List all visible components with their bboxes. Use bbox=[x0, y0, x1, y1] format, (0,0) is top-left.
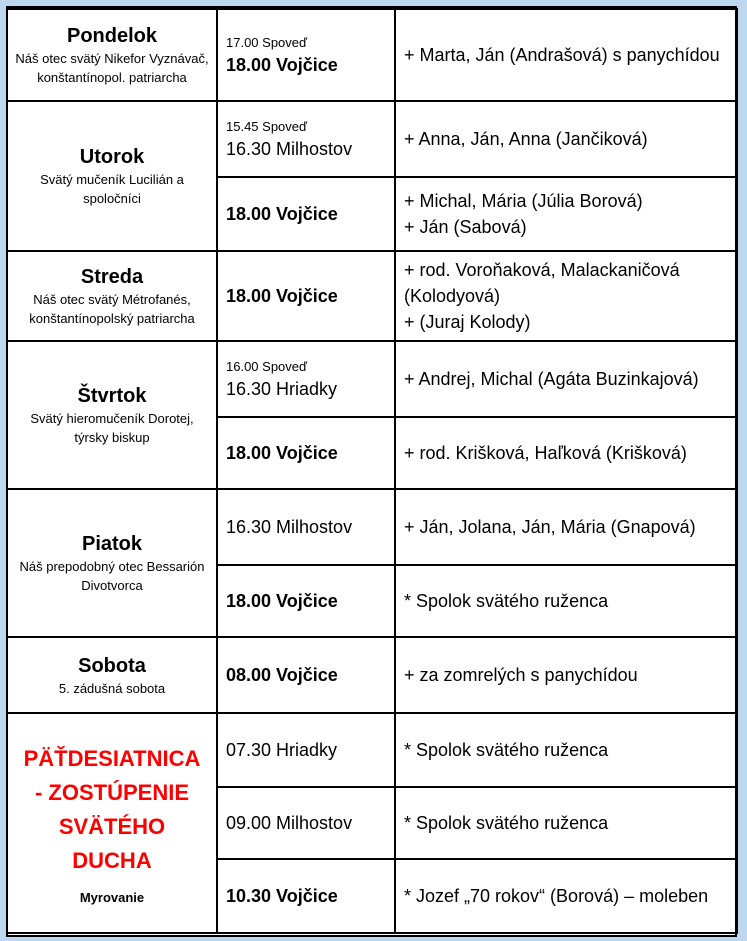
liturgy-time: 10.30 Vojčice bbox=[226, 886, 338, 906]
saint-of-day: Svätý mučeník Lucilián a spoločníci bbox=[40, 172, 184, 206]
intention-text: * Jozef „70 rokov“ (Borová) – moleben bbox=[404, 886, 709, 906]
table-row bbox=[7, 489, 737, 565]
table-row bbox=[7, 101, 737, 177]
time-cell bbox=[217, 341, 395, 417]
liturgy-time: 08.00 Vojčice bbox=[226, 665, 338, 685]
liturgy-time: 18.00 Vojčice bbox=[226, 591, 338, 611]
saint-of-day: Náš otec svätý Métrofanés, konštantínopolský patriarcha bbox=[29, 292, 195, 326]
intention-text: + Andrej, Michal (Agáta Buzinkajová) bbox=[404, 369, 699, 389]
intention-text: + Michal, Mária (Júlia Borová) bbox=[404, 191, 643, 211]
day-name: Piatok bbox=[81, 533, 143, 555]
liturgy-time: 07.30 Hriadky bbox=[226, 740, 338, 760]
intention-cell bbox=[395, 177, 737, 251]
day-cell-wednesday bbox=[7, 251, 217, 341]
intention-text: + Ján, Jolana, Ján, Mária (Gnapová) bbox=[404, 517, 696, 537]
table-row bbox=[7, 341, 737, 417]
saint-of-day: Svätý hieromučeník Dorotej, týrsky biskup bbox=[30, 411, 194, 445]
time-cell bbox=[217, 9, 395, 101]
day-cell-monday bbox=[7, 9, 217, 101]
table-row bbox=[7, 251, 737, 341]
intention-cell bbox=[395, 787, 737, 859]
time-cell bbox=[217, 787, 395, 859]
weekly-schedule-table bbox=[6, 8, 738, 934]
day-name: Sobota bbox=[78, 654, 146, 677]
intention-cell bbox=[395, 637, 737, 713]
day-name: Štvrtok bbox=[77, 385, 147, 407]
feast-title-line: - ZOSTÚPENIE bbox=[34, 779, 189, 805]
day-cell-thursday bbox=[7, 341, 217, 489]
intention-cell bbox=[395, 565, 737, 637]
liturgy-time: 16.30 Milhostov bbox=[226, 517, 353, 537]
saint-of-day: 5. zádušná sobota bbox=[58, 680, 166, 696]
liturgy-time: 16.30 Hriadky bbox=[226, 379, 338, 399]
intention-cell bbox=[395, 489, 737, 565]
day-cell-sunday bbox=[7, 713, 217, 933]
saint-of-day: Náš prepodobný otec Bessarión Divotvorca bbox=[19, 559, 205, 593]
confession-time: 17.00 Spoveď bbox=[226, 35, 307, 50]
confession-time: 16.00 Spoveď bbox=[226, 359, 307, 374]
intention-text: + rod. Voroňaková, Malackaničová bbox=[404, 260, 680, 280]
intention-cell bbox=[395, 9, 737, 101]
intention-text: + (Juraj Kolody) bbox=[404, 312, 531, 332]
time-cell bbox=[217, 177, 395, 251]
intention-cell bbox=[395, 859, 737, 933]
intention-cell bbox=[395, 251, 737, 341]
time-cell bbox=[217, 859, 395, 933]
table-row bbox=[7, 713, 737, 787]
liturgy-time: 18.00 Vojčice bbox=[226, 286, 338, 306]
intention-text: + Ján (Sabová) bbox=[404, 217, 527, 237]
intention-text: * Spolok svätého ruženca bbox=[404, 813, 609, 833]
time-cell bbox=[217, 637, 395, 713]
liturgy-time: 18.00 Vojčice bbox=[226, 204, 338, 224]
day-cell-tuesday bbox=[7, 101, 217, 251]
intention-cell bbox=[395, 101, 737, 177]
table-row bbox=[7, 9, 737, 101]
time-cell bbox=[217, 101, 395, 177]
intention-text: + za zomrelých s panychídou bbox=[404, 665, 638, 685]
intention-text: + Marta, Ján (Andrašová) s panychídou bbox=[404, 45, 720, 65]
intention-cell bbox=[395, 341, 737, 417]
saint-of-day: Náš otec svätý Nikefor Vyznávač, konštantínopol. patriarcha bbox=[15, 51, 209, 85]
intention-cell bbox=[395, 417, 737, 489]
day-name: Pondelok bbox=[66, 25, 157, 47]
time-cell bbox=[217, 251, 395, 341]
time-cell bbox=[217, 565, 395, 637]
day-cell-saturday bbox=[7, 637, 217, 713]
table-row bbox=[7, 637, 737, 713]
intention-text: + Anna, Ján, Anna (Jančiková) bbox=[404, 129, 648, 149]
liturgy-time: 18.00 Vojčice bbox=[226, 443, 338, 463]
time-cell bbox=[217, 489, 395, 565]
liturgy-time: 18.00 Vojčice bbox=[226, 55, 338, 75]
liturgy-time: 09.00 Milhostov bbox=[226, 813, 353, 833]
feast-title-line: PÄŤDESIATNICA bbox=[23, 745, 201, 771]
intention-cell bbox=[395, 713, 737, 787]
time-cell bbox=[217, 417, 395, 489]
liturgy-time: 16.30 Milhostov bbox=[226, 139, 353, 159]
feast-title-line: SVÄTÉHO bbox=[58, 813, 166, 839]
feast-title bbox=[12, 742, 212, 878]
time-cell bbox=[217, 713, 395, 787]
day-name: Streda bbox=[80, 266, 144, 288]
intention-text: * Spolok svätého ruženca bbox=[404, 591, 609, 611]
saint-of-day: Myrovanie bbox=[79, 889, 145, 905]
intention-text: * Spolok svätého ruženca bbox=[404, 740, 609, 760]
confession-time: 15.45 Spoveď bbox=[226, 119, 307, 134]
intention-text: + rod. Krišková, Haľková (Krišková) bbox=[404, 443, 687, 463]
day-cell-friday bbox=[7, 489, 217, 637]
intention-text: (Kolodyová) bbox=[404, 286, 501, 306]
feast-title-line: DUCHA bbox=[72, 847, 152, 873]
day-name: Utorok bbox=[79, 146, 145, 168]
